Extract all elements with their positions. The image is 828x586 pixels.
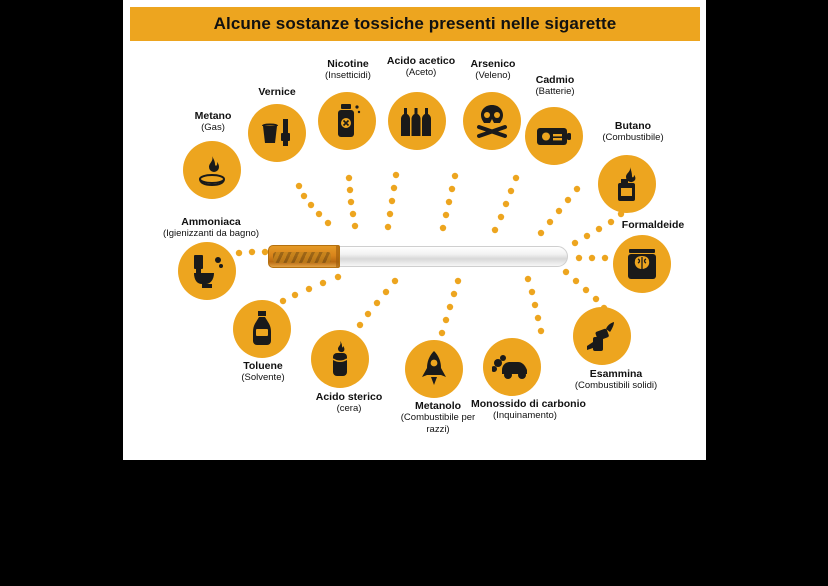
page-title: Alcune sostanze tossiche presenti nelle sigarette [213,14,617,33]
label-nicotine: Nicotine (Insetticidi) [325,58,371,82]
lighter-icon [610,165,644,203]
label-metanolo: Metanolo (Combustibile per razzi) [400,400,476,435]
cigarette-filter [268,245,340,268]
label-acido-acetico: Acido acetico (Aceto) [386,55,456,79]
car-exhaust-icon [492,352,532,382]
blowtorch-icon [584,318,620,354]
skull-crossbones-icon [473,103,511,139]
title-banner [130,7,700,41]
label-vernice: Vernice [258,86,296,98]
label-metano: Metano (Gas) [194,110,232,134]
solvent-bottle-icon [248,310,276,348]
bubble-butano[interactable] [598,155,656,213]
bubble-metanolo[interactable] [405,340,463,398]
bubble-acido-sterico[interactable] [311,330,369,388]
candle-icon [327,340,353,378]
label-cadmio: Cadmio (Batterie) [535,74,575,98]
bubble-arsenico[interactable] [463,92,521,150]
bubble-toluene[interactable] [233,300,291,358]
toilet-icon [190,253,224,289]
cigarette-illustration [268,243,568,271]
gas-flame-icon [194,152,230,188]
spray-can-icon [332,103,362,139]
paint-bucket-brush-icon [259,116,295,150]
label-acido-sterico: Acido sterico (cera) [315,391,383,415]
bubble-nicotine[interactable] [318,92,376,150]
bubble-vernice[interactable] [248,104,306,162]
battery-icon [535,123,573,149]
label-esammina: Esammina (Combustibili solidi) [574,368,658,392]
label-ammoniaca: Ammoniaca (Igienizzanti da bagno) [162,216,260,240]
label-butano: Butano (Combustibile) [602,120,664,144]
bubble-formaldeide[interactable] [613,235,671,293]
brain-jar-icon [624,246,660,282]
label-monossido: Monossido di carbonio (Inquinamento) [471,398,586,422]
bubble-metano[interactable] [183,141,241,199]
infographic-panel [123,0,706,460]
label-formaldeide: Formaldeide [621,219,685,231]
rocket-icon [419,350,449,388]
bubble-esammina[interactable] [573,307,631,365]
bottles-icon [398,104,436,138]
cigarette-paper [336,246,568,267]
bubble-ammoniaca[interactable] [178,242,236,300]
label-toluene: Toluene (Solvente) [241,360,285,384]
bubble-acido-acetico[interactable] [388,92,446,150]
bubble-monossido[interactable] [483,338,541,396]
bubble-cadmio[interactable] [525,107,583,165]
cigarette-filter-texture [273,252,331,263]
label-arsenico: Arsenico (Veleno) [470,58,516,82]
